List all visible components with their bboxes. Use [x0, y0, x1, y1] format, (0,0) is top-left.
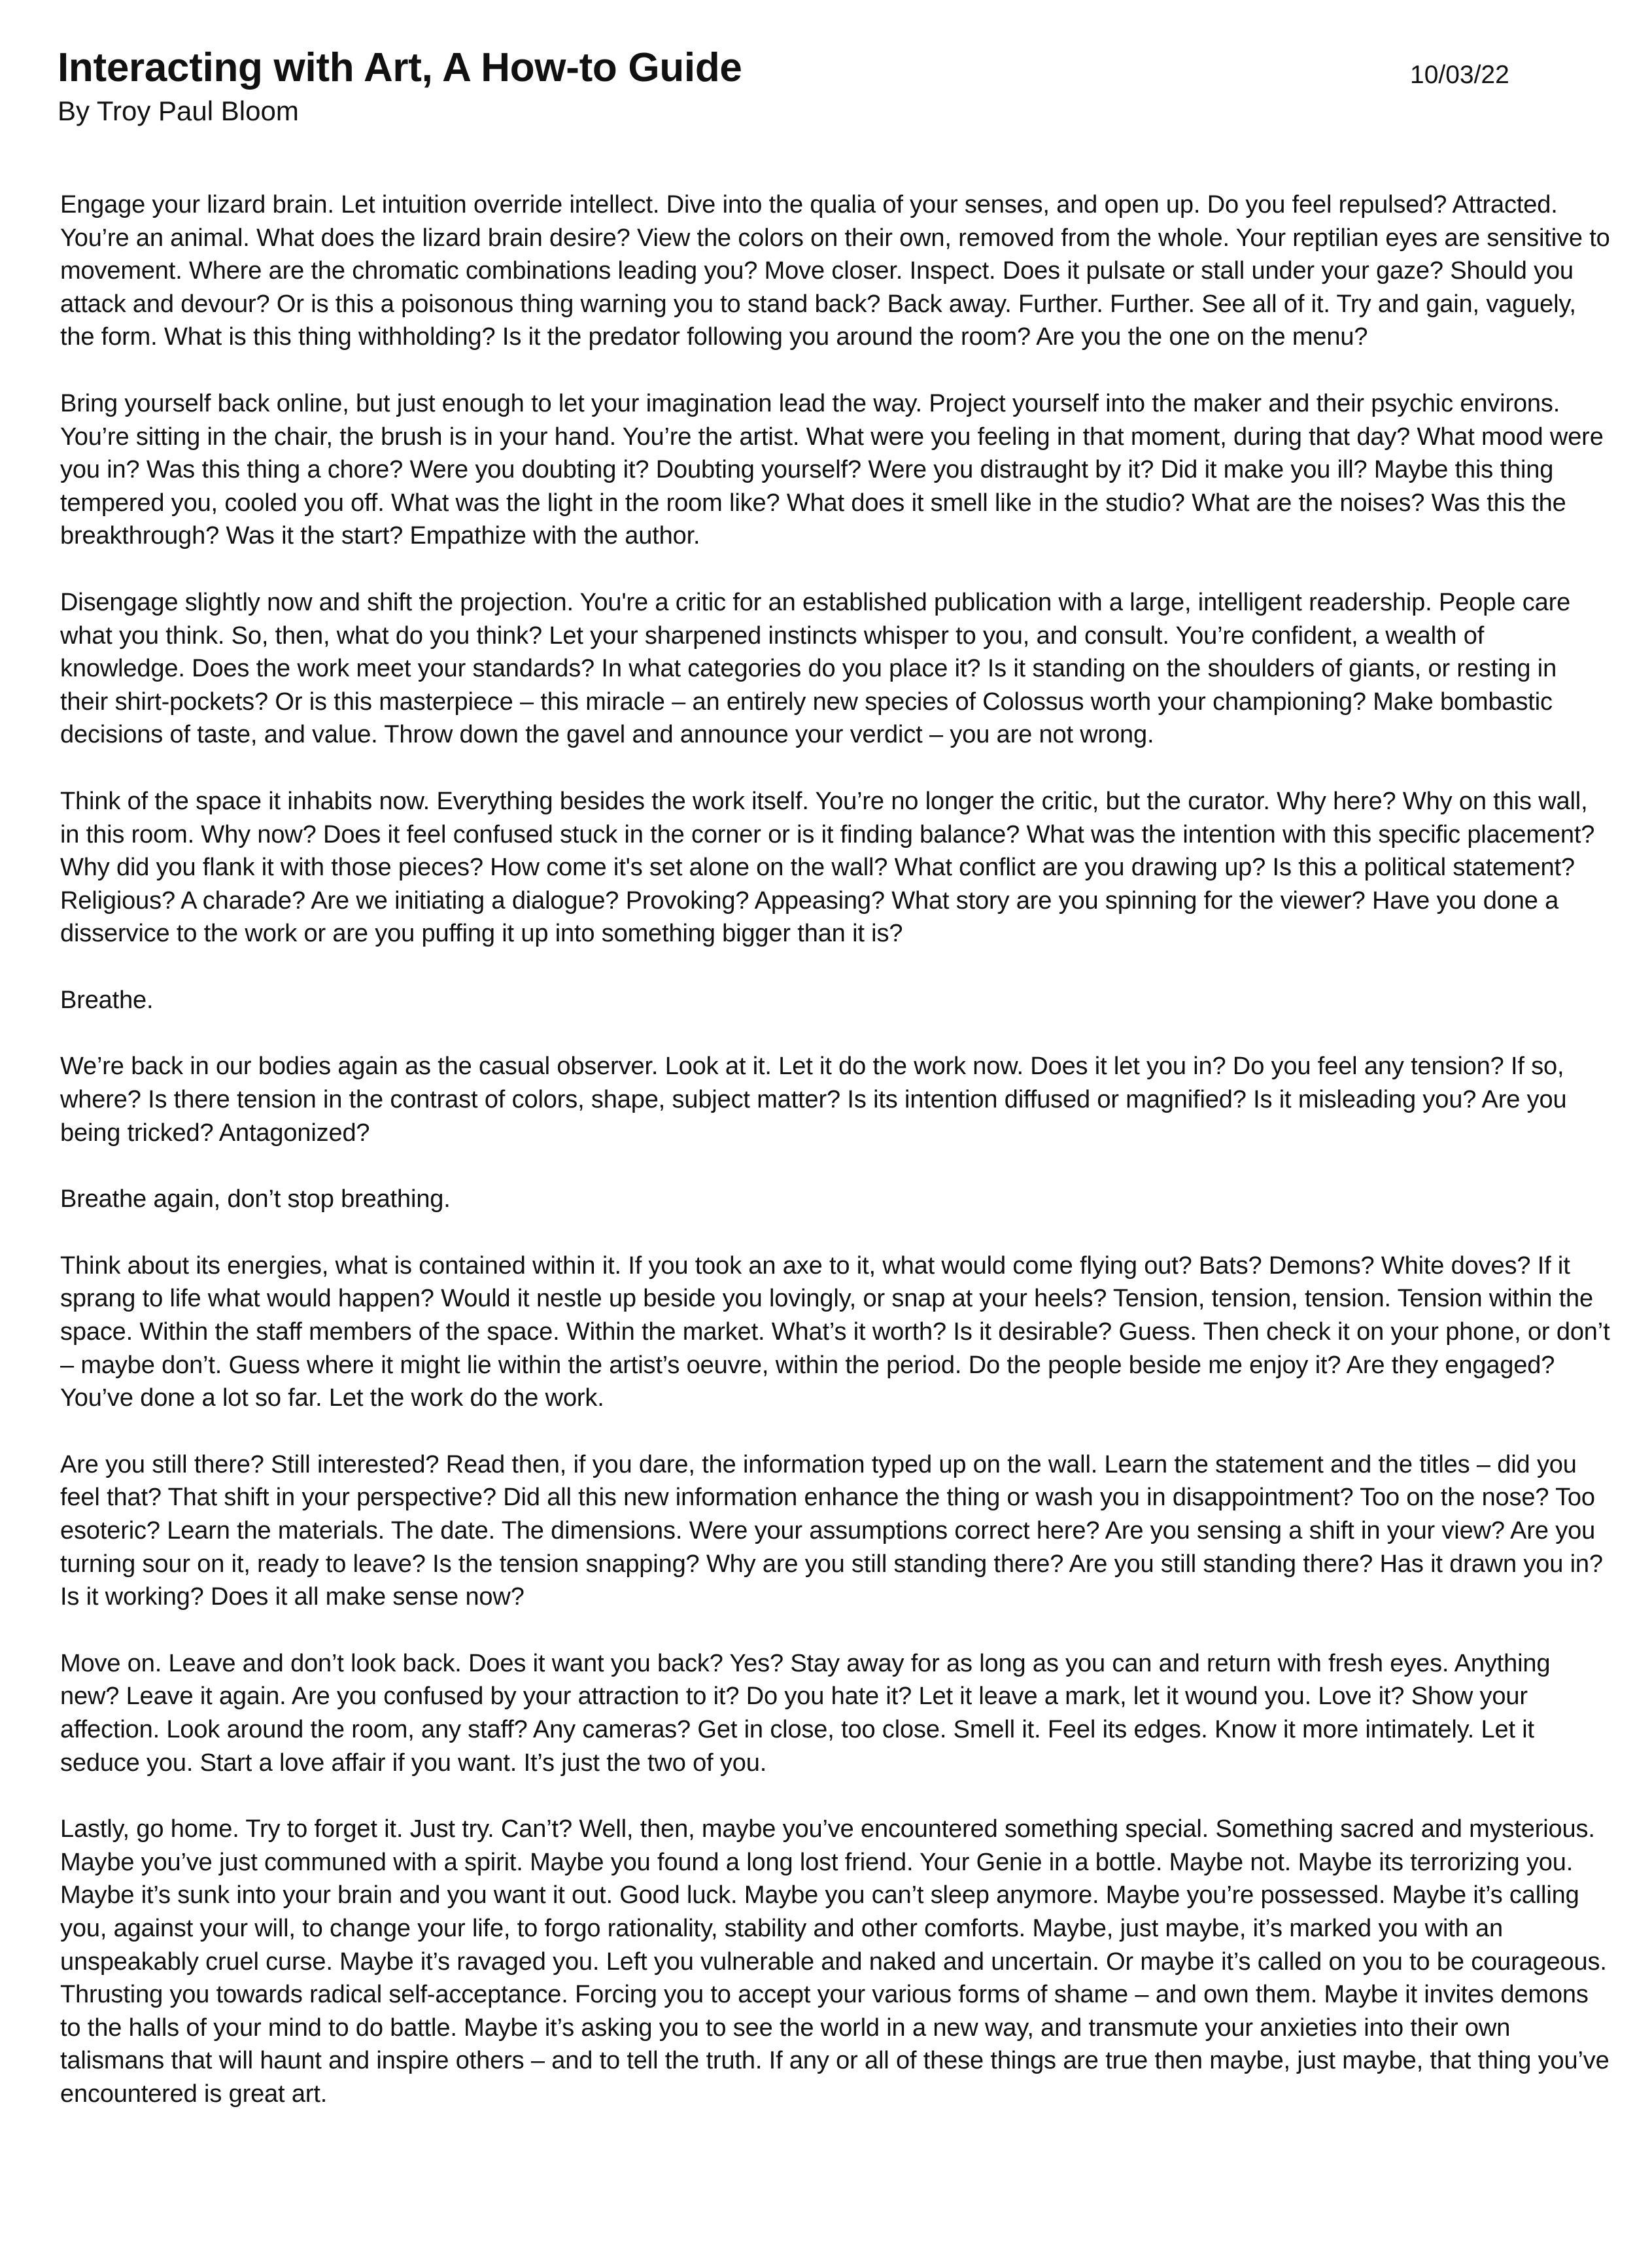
author-byline: By Troy Paul Bloom: [58, 96, 299, 126]
paragraph: Breathe.: [60, 986, 154, 1014]
document-date: 10/03/22: [1410, 61, 1509, 89]
paragraph: Think of the space it inhabits now. Everything besides the work itself. You’re no longer the critic, but the curator. Why here? Why on this wall, in this room. Why now? Does it feel confused stuck in the corner or is it finding balance? What was the intention with this specific placement? Why did you flank it with those pieces? How come it's set alone on the wall? What conflict are you drawing up? Is this a political statement? Religious? A charade? Are we initiating a dialogue? Provoking? Appeasing? What story are you spinning for the viewer? Have you done a disservice to the work or are you puffing it up into something bigger than it is?: [60, 787, 1595, 948]
paragraph: Engage your lizard brain. Let intuition override intellect. Dive into the qualia of your senses, and open up. Do you feel repulsed? Attracted. You’re an animal. What does the lizard brain desire? View the colors on their own, removed from the whole. Your reptilian eyes are sensitive to movement. Where are the chromatic combinations leading you? Move closer. Inspect. Does it pulsate or stall under your gaze? Should you attack and devour? Or is this a poisonous thing warning you to stand back? Back away. Further. Further. See all of it. Try and gain, vaguely, the form. What is this thing withholding? Is it the predator following you around the room? Are you the one on the menu?: [60, 191, 1610, 351]
paragraph: Disengage slightly now and shift the projection. You're a critic for an established publication with a large, intelligent readership. People care what you think. So, then, what do you think? Let your sharpened instincts whisper to you, and consult. You’re confident, a wealth of knowledge. Does the work meet your standards? In what categories do you place it? Is it standing on the shoulders of giants, or resting in their shirt-pockets? Or is this masterpiece – this miracle – an entirely new species of Colossus worth your championing? Make bombastic decisions of taste, and value. Throw down the gavel and announce your verdict – you are not wrong.: [60, 588, 1571, 749]
paragraph: We’re back in our bodies again as the casual observer. Look at it. Let it do the work now. Does it let you in? Do you feel any tension? If so, where? Is there tension in the contrast of colors, shape, subject matter? Is its intention diffused or magnified? Is it misleading you? Are you being tricked? Antagonized?: [60, 1053, 1567, 1147]
paragraph: Lastly, go home. Try to forget it. Just try. Can’t? Well, then, maybe you’ve encountered something special. Something sacred and mysterious. Maybe you’ve just communed with a spirit. Maybe you found a long lost friend. Your Genie in a bottle. Maybe not. Maybe its terrorizing you. Maybe it’s sunk into your brain and you want it out. Good luck. Maybe you can’t sleep anymore. Maybe you’re possessed. Maybe it’s calling you, against your will, to change your life, to forgo rationality, stability and other comforts. Maybe, just maybe, it’s marked you with an unspeakably cruel curse. Maybe it’s ravaged you. Left you vulnerable and naked and uncertain. Or maybe it’s called on you to be courageous. Thrusting you towards radical self-acceptance. Forcing you to accept your various forms of shame – and own them. Maybe it invites demons to the halls of your mind to do battle. Maybe it’s asking you to see the world in a new way, and transmute your anxieties into their own talismans that will haunt and inspire others – and to tell the truth. If any or all of these things are true then maybe, just maybe, that thing you’ve encountered is great art.: [60, 1815, 1609, 2108]
paragraph: Are you still there? Still interested? Read then, if you dare, the information typed up on the wall. Learn the statement and the titles – did you feel that? That shift in your perspective? Did all this new information enhance the thing or wash you in disappointment? Too on the nose? Too esoteric? Learn the materials. The date. The dimensions. Were your assumptions correct here? Are you sensing a shift in your view? Are you turning sour on it, ready to leave? Is the tension snapping? Why are you still standing there? Are you still standing there? Has it drawn you in? Is it working? Does it all make sense now?: [60, 1450, 1603, 1611]
document-title: Interacting with Art, A How-to Guide: [58, 45, 742, 90]
paragraph: Bring yourself back online, but just enough to let your imagination lead the way. Project yourself into the maker and their psychic environs. You’re sitting in the chair, the brush is in your hand. You’re the artist. What were you feeling in that moment, during that day? What mood were you in? Was this thing a chore? Were you doubting it? Doubting yourself? Were you distraught by it? Did it make you ill? Maybe this thing tempered you, cooled you off. What was the light in the room like? What does it smell like in the studio? What are the noises? Was this the breakthrough? Was it the start? Empathize with the author.: [60, 389, 1604, 550]
paragraph: Move on. Leave and don’t look back. Does it want you back? Yes? Stay away for as long as you can and return with fresh eyes. Anything new? Leave it again. Are you confused by your attraction to it? Do you hate it? Let it leave a mark, let it wound you. Love it? Show your affection. Look around the room, any staff? Any cameras? Get in close, too close. Smell it. Feel its edges. Know it more intimately. Let it seduce you. Start a love affair if you want. It’s just the two of you.: [60, 1649, 1551, 1777]
paragraph: Think about its energies, what is contained within it. If you took an axe to it, what would come flying out? Bats? Demons? White doves? If it sprang to life what would happen? Would it nestle up beside you lovingly, or snap at your heels? Tension, tension, tension. Tension within the space. Within the staff members of the space. Within the market. What’s it worth? Is it desirable? Guess. Then check it on your phone, or don’t – maybe don’t. Guess where it might lie within the artist’s oeuvre, within the period. Do the people beside me enjoy it? Are they engaged? You’ve done a lot so far. Let the work do the work.: [60, 1251, 1610, 1412]
document-body: [60, 188, 1610, 2144]
paragraph: Breathe again, don’t stop breathing.: [60, 1185, 451, 1213]
